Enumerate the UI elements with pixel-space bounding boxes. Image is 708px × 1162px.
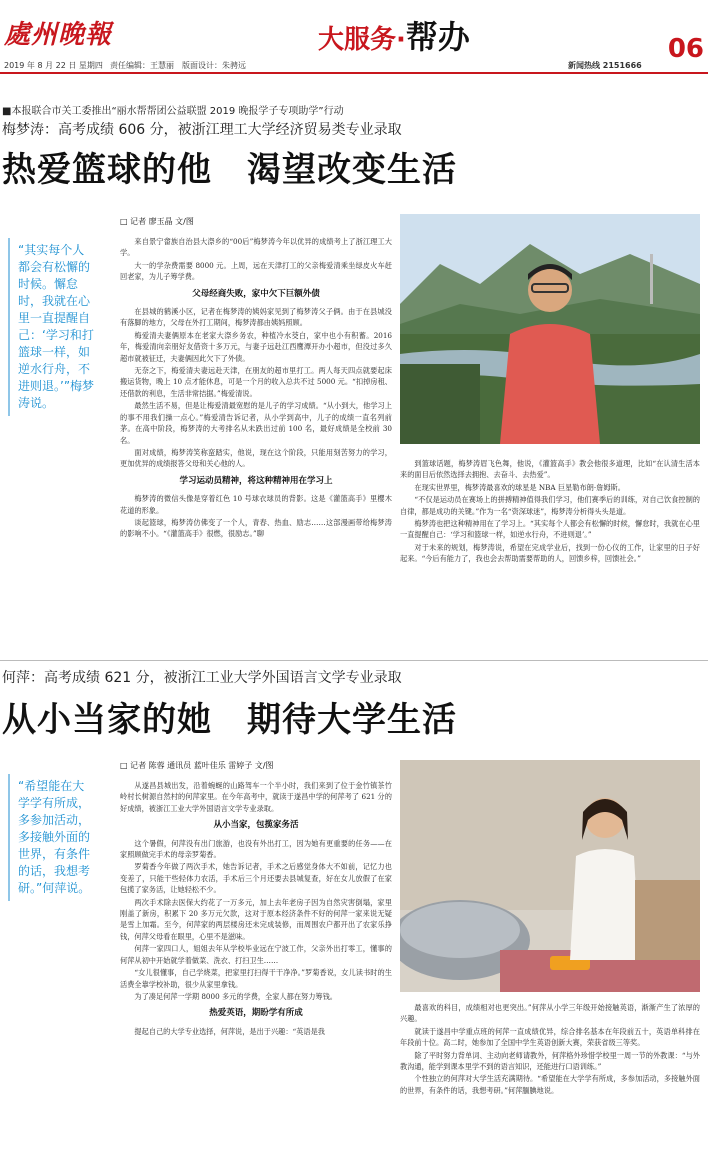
story1-paragraph: 对于未来的规划，梅梦涛说，希望在完成学业后，找到一份心仪的工作，让家里的日子好起来。“今后有能力了，我也会去帮助需要帮助的人，回馈乡梓，回馈社会。”	[400, 542, 700, 564]
story1-column-1	[120, 236, 392, 640]
story1-paragraph: 最然生活不易，但是让梅爱清最宽慰的是儿子的学习成绩。“从小到大，他学习上的事不用我们操一点心。”梅爱清告诉记者，从小学到高中，儿子的成绩一直名列前茅。在高中阶段，梅梦涛的大考排名从未跌出过前 100 名，最好成绩是全校前 30 名。	[120, 401, 392, 445]
story2-photo-illustration	[400, 760, 700, 992]
story2-paragraph: 提起自己的大学专业选择，何萍说，是出于兴趣：“英语是我	[134, 1026, 325, 1036]
story1-photo-illustration	[400, 214, 700, 444]
story1-paragraph: 梅爱清夫妻俩原本在老家大漈乡务农，种植冷水茭白，家中也小有积蓄。2016 年，梅爱清向亲朋好友借资十多万元，与妻子远赴江西鹰潭开办小超市，但没过多久超市就被征迁，夫妻俩因此欠下了外债。	[120, 330, 392, 363]
story1-paragraph: 梅梦涛也把这种精神用在了学习上。“其实每个人都会有松懈的时候，懈怠时，我就在心里一直提醒自己：‘学习和篮球一样，如逆水行舟，不进则退’。”	[400, 519, 700, 540]
meta-line	[0, 60, 708, 72]
story1-headline	[2, 142, 457, 191]
section-label: 大服务·	[318, 25, 406, 55]
story-divider	[0, 660, 708, 661]
editor-credits: 责任编辑：王慧丽 版面设计：朱骋远	[110, 61, 246, 70]
story2-column-2	[400, 1002, 700, 1158]
story2-headline	[2, 692, 457, 741]
news-hotline: 新闻热线 2151666	[568, 61, 642, 70]
story2-paragraph: 两次手术除去医保大约花了一万多元，加上去年老房子因为自然灾害倒塌，家里刚盖了新房，积累下 20 多万元欠款，这对于原本经济条件不好的何萍一家来说无疑是雪上加霜。至今，何萍家的两层楼房还未完成装修，而周围农户都开出了农家乐挣钱，何萍父母看在眼里，心里不是滋味。	[120, 897, 392, 941]
issue-date: 2019 年 8 月 22 日 星期四	[4, 61, 103, 70]
story2-headline-b: 期待大学生活	[247, 700, 457, 740]
story1-paragraph: 在现实世界里，梅梦涛最喜欢的球星是 NBA 巨星勒布朗·詹姆斯。	[414, 482, 625, 492]
story1-subtitle-1: 父母经商失败，家中欠下巨额外债	[192, 288, 320, 299]
story1-subtitle-2: 学习运动员精神，将这种精神用在学习上	[179, 475, 333, 486]
story1-byline: □ 记者 廖玉晶 文/图	[120, 217, 194, 226]
story1-paragraph: 无奈之下，梅爱清夫妻远赴天津，在朋友的超市里打工。两人每天四点就要起床搬运货物，晚上 10 点才能休息，可是一个月的收入总共不过 5000 元。“扣掉房租、还借款的利息，生活非常拮据。”梅爱清说。	[120, 366, 392, 398]
story1-paragraph: 谈起篮球，梅梦涛仿佛变了一个人，青春、热血、励志……这部漫画带给梅梦涛的影响不小。“《灌篮高手》很燃，很励志。”聊	[120, 517, 392, 539]
campaign-banner: ■本报联合市关工委推出“丽水帮帮团公益联盟 2019 晚报学子专项助学”行动	[2, 106, 344, 117]
story1-paragraph: 来自景宁畲族自治县大漈乡的“00后”梅梦涛今年以优异的成绩考上了浙江理工大学。	[120, 237, 392, 258]
story1-headline-b: 渴望改变生活	[247, 150, 457, 190]
section-title	[318, 12, 470, 58]
story2-photo	[400, 760, 700, 992]
story1-paragraph: 面对成绩，梅梦涛笑称蛮踏实，他说，现在这个阶段，只能用刻苦努力的学习，更加优异的成绩报答父母和关心他的人。	[120, 447, 392, 469]
story2-paragraph: 最喜欢的科目，成绩相对也更突出。”何萍从小学三年级开始接触英语，渐渐产生了浓厚的兴趣。	[400, 1003, 700, 1024]
story2-paragraph: 这个暑假，何萍没有出门旅游，也没有外出打工，因为她有更重要的任务——在家照顾做完手术的母亲罗菊香。	[120, 838, 392, 860]
story2-paragraph: 罗菊香今年做了两次手术，她告诉记者，手术之后感觉身体大不如前，记忆力也变差了，只能干些轻体力农活，手术后三个月还要去县城复查，好在女儿放假了在家包揽了家务活，让她轻松不少。	[120, 862, 392, 895]
page-number: 06	[667, 34, 704, 64]
story2-paragraph: 为了凑足何萍一学期 8000 多元的学费，全家人都在努力筹钱。	[134, 991, 337, 1001]
story2-paragraph: 除了平时努力背单词、主动向老师请教外，何萍格外珍惜学校里一周一节的外教课：“与外教沟通，能学到课本里学不到的语言知识，还能进行口语训练。”	[400, 1050, 700, 1072]
story1-paragraph: “不仅是运动员在赛场上的拼搏精神值得我们学习，他们赛季后的训练，对自己饮食控制的自律，都是成功的关键。”作为一名“资深球迷”，梅梦涛分析得头头是道。	[400, 495, 700, 516]
story1-photo	[400, 214, 700, 444]
story1-paragraph: 梅梦涛的微信头像是穿着红色 10 号球衣球员的背影。这是《灌篮高手》里樱木花道的形象。	[120, 494, 392, 515]
story1-paragraph: 大一的学杂费需要 8000 元。上周，远在天津打工的父亲梅爱清乘坐绿皮火车赶回老家，为儿子筹学费。	[120, 260, 392, 282]
section-brush-label: 帮办	[405, 18, 470, 56]
story2-paragraph: 从遂昌县城出发，沿着蜿蜒的山路驾车一个半小时，我们来到了位于金竹镇茶竹岭村长树源自然村的何萍家里。在今年高考中，就读于遂昌中学的何萍考了 621 分的好成绩，被浙江工业大学外国语言文学专业录取。	[120, 781, 392, 813]
story2-subhead: 何萍：高考成绩 621 分，被浙江工业大学外国语言文学专业录取	[2, 670, 402, 686]
story1-headline-a: 热爱篮球的他	[2, 150, 212, 190]
story1-subhead: 梅梦涛：高考成绩 606 分，被浙江理工大学经济贸易类专业录取	[2, 122, 402, 138]
story2-byline: □ 记者 陈蓉 通讯员 蓝叶佳乐 雷婷子 文/图	[120, 761, 274, 770]
story2-paragraph: 个性独立的何萍对大学生活充满期待。“希望能在大学学有所成，多参加活动，多接触外面的世界，有条件的话，我想考研。”何萍腼腆地说。	[400, 1074, 700, 1095]
masthead-rule	[0, 72, 708, 74]
story1-paragraph: 到篮球话题，梅梦涛眉飞色舞，他说，《灌篮高手》教会他很多道理，比如“在认清生活本来的面目后依然选择去拥抱、去奋斗、去热爱”。	[400, 459, 700, 480]
masthead	[0, 0, 708, 64]
story2-paragraph: 何萍一家四口人，姐姐去年从学校毕业远在宁波工作，父亲外出打零工，懂事的何萍从初中开始就学着做菜、洗衣、打扫卫生……	[120, 944, 392, 965]
story2-paragraph: “女儿很懂事，自己学烧菜，把家里打扫得干干净净。”罗菊香说，女儿读书时的生活费全靠学校补助，很少从家里拿钱。	[120, 968, 392, 989]
story2-column-1	[120, 780, 392, 1158]
story1-column-2	[400, 458, 700, 640]
newspaper-logo: 處州晚報	[4, 20, 113, 50]
story2-paragraph: 就读于遂昌中学重点班的何萍一直成绩优异，综合排名基本在年段前五十，英语单科排在年段前十位。高二时，她参加了全国中学生英语创新大赛，荣获省级三等奖。	[400, 1026, 700, 1048]
story1-pull-quote: “其实每个人都会有松懈的时候。懈怠时，我就在心里一直提醒自己：‘学习和打篮球一样，如逆水行舟，不进则退。’”梅梦涛说。	[8, 238, 100, 416]
story2-subtitle-2: 热爱英语，期盼学有所成	[209, 1008, 303, 1019]
story2-headline-a: 从小当家的她	[2, 700, 212, 740]
story1-paragraph: 在县城的鹤溪小区，记者在梅梦涛的姨妈家见到了梅梦涛父子俩。由于在县城没有落脚的地方，父母在外打工期间，梅梦涛都由姨妈照顾。	[120, 307, 392, 328]
story2-subtitle-1: 从小当家，包揽家务活	[213, 820, 299, 831]
story2-pull-quote: “希望能在大学学有所成，多参加活动，多接触外面的世界，有条件的话，我想考研。”何萍说。	[8, 774, 100, 901]
